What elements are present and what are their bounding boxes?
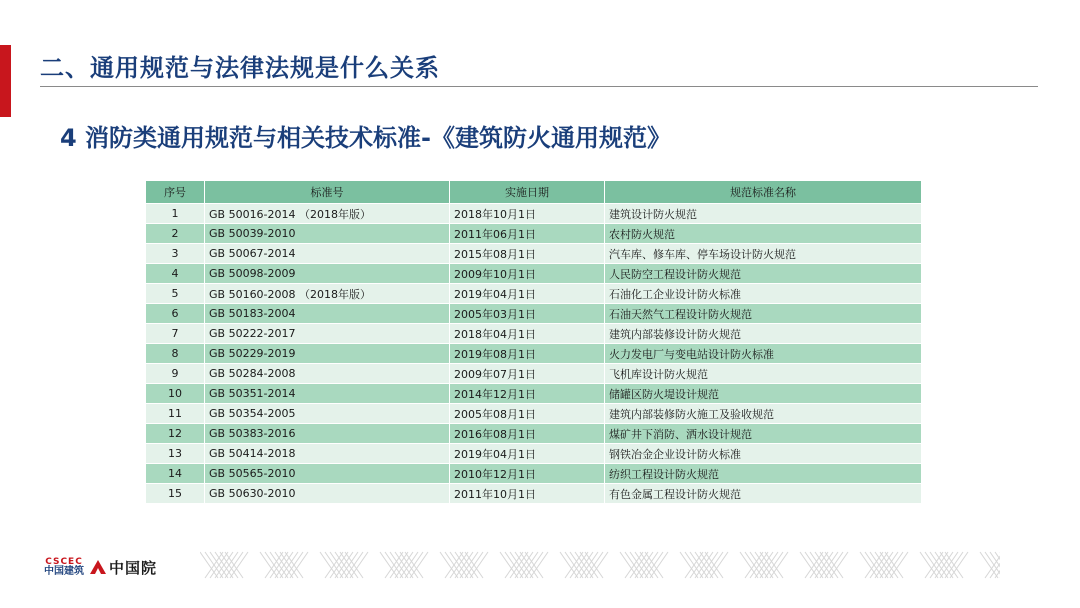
cell-code: GB 50565-2010	[205, 464, 450, 484]
cell-no: 13	[146, 444, 205, 464]
cell-date: 2011年10月1日	[450, 484, 605, 504]
cell-name: 煤矿井下消防、洒水设计规范	[605, 424, 922, 444]
cell-no: 10	[146, 384, 205, 404]
table-row	[146, 204, 922, 224]
cell-date: 2015年08月1日	[450, 244, 605, 264]
cell-name: 建筑内部装修防火施工及验收规范	[605, 404, 922, 424]
cell-no: 9	[146, 364, 205, 384]
cell-code: GB 50284-2008	[205, 364, 450, 384]
table-row	[146, 424, 922, 444]
cell-code: GB 50383-2016	[205, 424, 450, 444]
accent-bar	[0, 45, 11, 117]
cell-date: 2009年07月1日	[450, 364, 605, 384]
table-row	[146, 364, 922, 384]
cell-code: GB 50222-2017	[205, 324, 450, 344]
cell-date: 2014年12月1日	[450, 384, 605, 404]
table-row	[146, 464, 922, 484]
cell-date: 2005年08月1日	[450, 404, 605, 424]
cell-date: 2009年10月1日	[450, 264, 605, 284]
cell-code: GB 50351-2014	[205, 384, 450, 404]
cell-no: 15	[146, 484, 205, 504]
cell-date: 2011年06月1日	[450, 224, 605, 244]
cell-date: 2018年10月1日	[450, 204, 605, 224]
table-header-row	[146, 181, 922, 204]
cell-name: 建筑设计防火规范	[605, 204, 922, 224]
cell-no: 4	[146, 264, 205, 284]
title-divider	[40, 86, 1038, 87]
cell-no: 1	[146, 204, 205, 224]
header-code: 标准号	[205, 181, 450, 204]
cell-code: GB 50630-2010	[205, 484, 450, 504]
cell-name: 火力发电厂与变电站设计防火标准	[605, 344, 922, 364]
decorative-pattern	[200, 548, 1000, 582]
cell-code: GB 50229-2019	[205, 344, 450, 364]
cell-date: 2010年12月1日	[450, 464, 605, 484]
cell-name: 钢铁冶金企业设计防火标准	[605, 444, 922, 464]
cell-no: 7	[146, 324, 205, 344]
cell-code: GB 50039-2010	[205, 224, 450, 244]
cell-no: 5	[146, 284, 205, 304]
table-row	[146, 224, 922, 244]
cell-date: 2016年08月1日	[450, 424, 605, 444]
cell-name: 储罐区防火堤设计规范	[605, 384, 922, 404]
table-row	[146, 384, 922, 404]
cell-code: GB 50160-2008 （2018年版）	[205, 284, 450, 304]
cell-no: 11	[146, 404, 205, 424]
cell-name: 建筑内部装修设计防火规范	[605, 324, 922, 344]
header-name: 规范标准名称	[605, 181, 922, 204]
page-title: 二、通用规范与法律法规是什么关系	[40, 54, 440, 82]
cell-name: 飞机库设计防火规范	[605, 364, 922, 384]
cell-name: 农村防火规范	[605, 224, 922, 244]
cell-code: GB 50098-2009	[205, 264, 450, 284]
cell-name: 石油天然气工程设计防火规范	[605, 304, 922, 324]
header-no: 序号	[146, 181, 205, 204]
cell-name: 汽车库、修车库、停车场设计防火规范	[605, 244, 922, 264]
table-row	[146, 304, 922, 324]
cell-code: GB 50183-2004	[205, 304, 450, 324]
cell-date: 2018年04月1日	[450, 324, 605, 344]
table-row	[146, 404, 922, 424]
table-row	[146, 344, 922, 364]
cell-no: 6	[146, 304, 205, 324]
cell-name: 石油化工企业设计防火标准	[605, 284, 922, 304]
cscec-logo-en: CSCEC	[45, 557, 83, 567]
brand-mark	[90, 557, 157, 578]
a-logo-icon	[90, 560, 106, 574]
table-row	[146, 264, 922, 284]
cell-name: 纺织工程设计防火规范	[605, 464, 922, 484]
page-subtitle: 4 消防类通用规范与相关技术标准-《建筑防火通用规范》	[60, 124, 672, 152]
cell-no: 14	[146, 464, 205, 484]
table-row	[146, 484, 922, 504]
cscec-logo	[44, 557, 84, 577]
cell-name: 人民防空工程设计防火规范	[605, 264, 922, 284]
cell-date: 2019年08月1日	[450, 344, 605, 364]
table-row	[146, 444, 922, 464]
footer-logo	[44, 556, 157, 578]
cell-date: 2019年04月1日	[450, 444, 605, 464]
cell-date: 2005年03月1日	[450, 304, 605, 324]
cell-code: GB 50016-2014 （2018年版）	[205, 204, 450, 224]
cell-code: GB 50414-2018	[205, 444, 450, 464]
cell-code: GB 50067-2014	[205, 244, 450, 264]
cell-no: 8	[146, 344, 205, 364]
cell-no: 12	[146, 424, 205, 444]
cell-date: 2019年04月1日	[450, 284, 605, 304]
table-row	[146, 284, 922, 304]
brand-name: 中国院	[109, 558, 158, 577]
cell-code: GB 50354-2005	[205, 404, 450, 424]
cell-name: 有色金属工程设计防火规范	[605, 484, 922, 504]
header-date: 实施日期	[450, 181, 605, 204]
cell-no: 2	[146, 224, 205, 244]
cscec-logo-cn: 中国建筑	[44, 566, 84, 577]
cell-no: 3	[146, 244, 205, 264]
standards-table	[145, 180, 922, 504]
table-row	[146, 244, 922, 264]
table-row	[146, 324, 922, 344]
